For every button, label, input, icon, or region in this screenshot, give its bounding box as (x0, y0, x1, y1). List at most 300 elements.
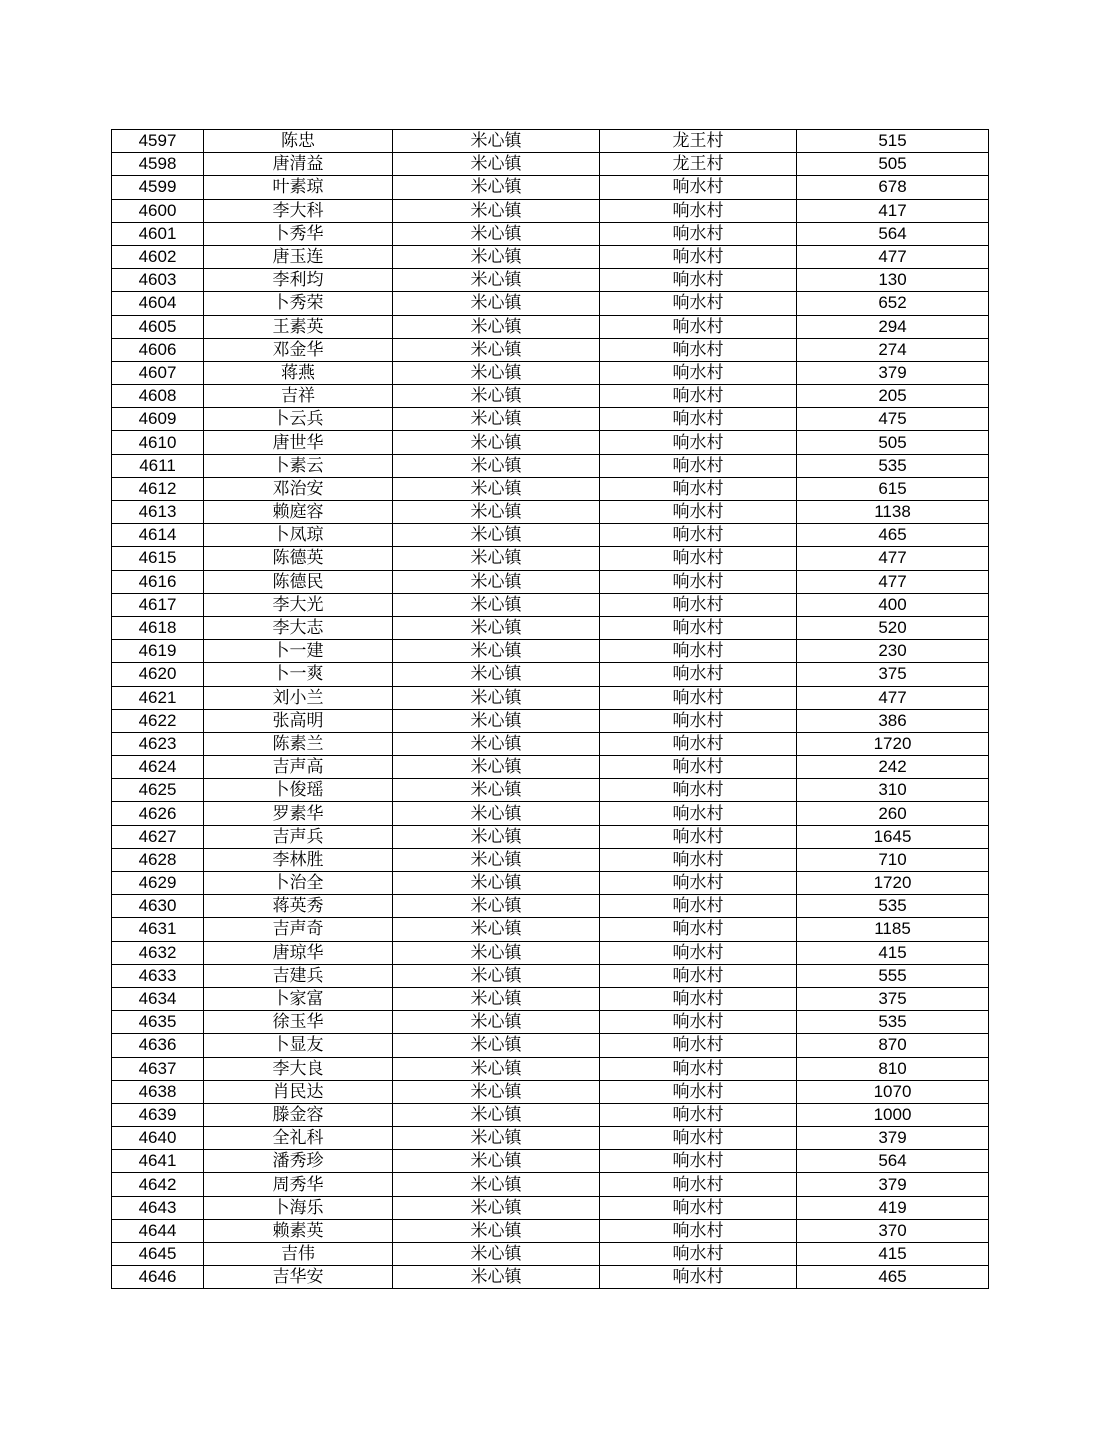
table-body (112, 130, 989, 1289)
town-cell: 米心镇 (393, 1103, 600, 1126)
person-name-cell: 吉声高 (204, 756, 393, 779)
serial-number-cell: 4611 (112, 454, 204, 477)
town-cell: 米心镇 (393, 153, 600, 176)
table-row (112, 1080, 989, 1103)
person-name-cell: 卜素云 (204, 454, 393, 477)
village-cell: 响水村 (600, 408, 797, 431)
amount-cell: 477 (797, 245, 989, 268)
village-cell: 响水村 (600, 1080, 797, 1103)
village-cell: 响水村 (600, 1034, 797, 1057)
village-cell: 响水村 (600, 338, 797, 361)
person-name-cell: 卜显友 (204, 1034, 393, 1057)
town-cell: 米心镇 (393, 686, 600, 709)
table-row (112, 779, 989, 802)
serial-number-cell: 4633 (112, 964, 204, 987)
person-name-cell: 卜俊瑶 (204, 779, 393, 802)
amount-cell: 465 (797, 1266, 989, 1289)
amount-cell: 375 (797, 663, 989, 686)
village-cell: 响水村 (600, 941, 797, 964)
serial-number-cell: 4638 (112, 1080, 204, 1103)
serial-number-cell: 4644 (112, 1219, 204, 1242)
town-cell: 米心镇 (393, 640, 600, 663)
amount-cell: 1000 (797, 1103, 989, 1126)
village-cell: 响水村 (600, 848, 797, 871)
table-row (112, 1243, 989, 1266)
table-row (112, 895, 989, 918)
person-name-cell: 卜一建 (204, 640, 393, 663)
table-row (112, 848, 989, 871)
person-name-cell: 蒋燕 (204, 361, 393, 384)
table-row (112, 431, 989, 454)
table-row (112, 941, 989, 964)
table-row (112, 1219, 989, 1242)
person-name-cell: 陈德民 (204, 570, 393, 593)
amount-cell: 1070 (797, 1080, 989, 1103)
table-row (112, 732, 989, 755)
amount-cell: 1720 (797, 872, 989, 895)
village-cell: 响水村 (600, 987, 797, 1010)
amount-cell: 870 (797, 1034, 989, 1057)
amount-cell: 535 (797, 895, 989, 918)
serial-number-cell: 4626 (112, 802, 204, 825)
amount-cell: 205 (797, 385, 989, 408)
person-name-cell: 叶素琼 (204, 176, 393, 199)
serial-number-cell: 4601 (112, 222, 204, 245)
data-table (111, 129, 989, 1289)
table-row (112, 964, 989, 987)
serial-number-cell: 4625 (112, 779, 204, 802)
person-name-cell: 刘小兰 (204, 686, 393, 709)
village-cell: 响水村 (600, 547, 797, 570)
table-row (112, 987, 989, 1010)
town-cell: 米心镇 (393, 1057, 600, 1080)
person-name-cell: 唐清益 (204, 153, 393, 176)
table-row (112, 1196, 989, 1219)
table-row (112, 130, 989, 153)
person-name-cell: 唐世华 (204, 431, 393, 454)
amount-cell: 400 (797, 593, 989, 616)
village-cell: 响水村 (600, 709, 797, 732)
village-cell: 响水村 (600, 964, 797, 987)
village-cell: 响水村 (600, 1173, 797, 1196)
person-name-cell: 邓金华 (204, 338, 393, 361)
town-cell: 米心镇 (393, 616, 600, 639)
table-row (112, 199, 989, 222)
amount-cell: 415 (797, 1243, 989, 1266)
town-cell: 米心镇 (393, 176, 600, 199)
amount-cell: 555 (797, 964, 989, 987)
table-row (112, 361, 989, 384)
village-cell: 响水村 (600, 524, 797, 547)
person-name-cell: 陈德英 (204, 547, 393, 570)
serial-number-cell: 4632 (112, 941, 204, 964)
person-name-cell: 李利均 (204, 269, 393, 292)
village-cell: 响水村 (600, 640, 797, 663)
amount-cell: 652 (797, 292, 989, 315)
person-name-cell: 赖庭容 (204, 501, 393, 524)
serial-number-cell: 4641 (112, 1150, 204, 1173)
town-cell: 米心镇 (393, 1219, 600, 1242)
town-cell: 米心镇 (393, 385, 600, 408)
amount-cell: 417 (797, 199, 989, 222)
village-cell: 响水村 (600, 1127, 797, 1150)
table-row (112, 663, 989, 686)
amount-cell: 678 (797, 176, 989, 199)
table-row (112, 872, 989, 895)
village-cell: 响水村 (600, 825, 797, 848)
amount-cell: 130 (797, 269, 989, 292)
town-cell: 米心镇 (393, 547, 600, 570)
table-row (112, 385, 989, 408)
amount-cell: 415 (797, 941, 989, 964)
person-name-cell: 潘秀珍 (204, 1150, 393, 1173)
serial-number-cell: 4620 (112, 663, 204, 686)
table-row (112, 825, 989, 848)
amount-cell: 375 (797, 987, 989, 1010)
amount-cell: 242 (797, 756, 989, 779)
town-cell: 米心镇 (393, 1150, 600, 1173)
serial-number-cell: 4629 (112, 872, 204, 895)
person-name-cell: 卜云兵 (204, 408, 393, 431)
serial-number-cell: 4598 (112, 153, 204, 176)
amount-cell: 310 (797, 779, 989, 802)
amount-cell: 465 (797, 524, 989, 547)
serial-number-cell: 4631 (112, 918, 204, 941)
person-name-cell: 卜海乐 (204, 1196, 393, 1219)
serial-number-cell: 4600 (112, 199, 204, 222)
table-row (112, 222, 989, 245)
village-cell: 响水村 (600, 570, 797, 593)
town-cell: 米心镇 (393, 315, 600, 338)
table-row (112, 709, 989, 732)
town-cell: 米心镇 (393, 732, 600, 755)
person-name-cell: 全礼科 (204, 1127, 393, 1150)
amount-cell: 230 (797, 640, 989, 663)
town-cell: 米心镇 (393, 1080, 600, 1103)
person-name-cell: 吉建兵 (204, 964, 393, 987)
person-name-cell: 卜秀荣 (204, 292, 393, 315)
village-cell: 响水村 (600, 176, 797, 199)
amount-cell: 379 (797, 1127, 989, 1150)
serial-number-cell: 4616 (112, 570, 204, 593)
amount-cell: 475 (797, 408, 989, 431)
serial-number-cell: 4623 (112, 732, 204, 755)
village-cell: 响水村 (600, 477, 797, 500)
person-name-cell: 唐玉连 (204, 245, 393, 268)
town-cell: 米心镇 (393, 222, 600, 245)
serial-number-cell: 4612 (112, 477, 204, 500)
village-cell: 响水村 (600, 199, 797, 222)
amount-cell: 1720 (797, 732, 989, 755)
village-cell: 响水村 (600, 1196, 797, 1219)
person-name-cell: 邓治安 (204, 477, 393, 500)
village-cell: 响水村 (600, 732, 797, 755)
person-name-cell: 罗素华 (204, 802, 393, 825)
village-cell: 响水村 (600, 918, 797, 941)
village-cell: 龙王村 (600, 130, 797, 153)
village-cell: 响水村 (600, 1103, 797, 1126)
amount-cell: 564 (797, 222, 989, 245)
town-cell: 米心镇 (393, 964, 600, 987)
village-cell: 响水村 (600, 1243, 797, 1266)
serial-number-cell: 4604 (112, 292, 204, 315)
town-cell: 米心镇 (393, 848, 600, 871)
person-name-cell: 吉祥 (204, 385, 393, 408)
amount-cell: 260 (797, 802, 989, 825)
serial-number-cell: 4597 (112, 130, 204, 153)
table-row (112, 153, 989, 176)
person-name-cell: 卜秀华 (204, 222, 393, 245)
village-cell: 响水村 (600, 593, 797, 616)
town-cell: 米心镇 (393, 1173, 600, 1196)
town-cell: 米心镇 (393, 199, 600, 222)
town-cell: 米心镇 (393, 1034, 600, 1057)
amount-cell: 710 (797, 848, 989, 871)
person-name-cell: 张高明 (204, 709, 393, 732)
person-name-cell: 徐玉华 (204, 1011, 393, 1034)
town-cell: 米心镇 (393, 1243, 600, 1266)
serial-number-cell: 4602 (112, 245, 204, 268)
table-row (112, 292, 989, 315)
village-cell: 响水村 (600, 872, 797, 895)
person-name-cell: 李大良 (204, 1057, 393, 1080)
village-cell: 响水村 (600, 779, 797, 802)
town-cell: 米心镇 (393, 987, 600, 1010)
person-name-cell: 李大科 (204, 199, 393, 222)
serial-number-cell: 4603 (112, 269, 204, 292)
amount-cell: 477 (797, 686, 989, 709)
serial-number-cell: 4619 (112, 640, 204, 663)
town-cell: 米心镇 (393, 570, 600, 593)
person-name-cell: 李林胜 (204, 848, 393, 871)
village-cell: 响水村 (600, 431, 797, 454)
amount-cell: 505 (797, 431, 989, 454)
amount-cell: 274 (797, 338, 989, 361)
village-cell: 响水村 (600, 269, 797, 292)
table-row (112, 1127, 989, 1150)
town-cell: 米心镇 (393, 292, 600, 315)
serial-number-cell: 4643 (112, 1196, 204, 1219)
serial-number-cell: 4634 (112, 987, 204, 1010)
amount-cell: 520 (797, 616, 989, 639)
serial-number-cell: 4609 (112, 408, 204, 431)
serial-number-cell: 4635 (112, 1011, 204, 1034)
village-cell: 响水村 (600, 663, 797, 686)
serial-number-cell: 4606 (112, 338, 204, 361)
town-cell: 米心镇 (393, 454, 600, 477)
town-cell: 米心镇 (393, 361, 600, 384)
person-name-cell: 卜治全 (204, 872, 393, 895)
table-row (112, 454, 989, 477)
person-name-cell: 卜家富 (204, 987, 393, 1010)
serial-number-cell: 4610 (112, 431, 204, 454)
person-name-cell: 滕金容 (204, 1103, 393, 1126)
village-cell: 响水村 (600, 222, 797, 245)
serial-number-cell: 4646 (112, 1266, 204, 1289)
table-row (112, 1150, 989, 1173)
person-name-cell: 吉声奇 (204, 918, 393, 941)
amount-cell: 535 (797, 454, 989, 477)
town-cell: 米心镇 (393, 779, 600, 802)
person-name-cell: 陈忠 (204, 130, 393, 153)
village-cell: 响水村 (600, 361, 797, 384)
serial-number-cell: 4636 (112, 1034, 204, 1057)
serial-number-cell: 4605 (112, 315, 204, 338)
serial-number-cell: 4608 (112, 385, 204, 408)
amount-cell: 477 (797, 547, 989, 570)
town-cell: 米心镇 (393, 1266, 600, 1289)
town-cell: 米心镇 (393, 477, 600, 500)
person-name-cell: 陈素兰 (204, 732, 393, 755)
serial-number-cell: 4642 (112, 1173, 204, 1196)
amount-cell: 477 (797, 570, 989, 593)
serial-number-cell: 4615 (112, 547, 204, 570)
town-cell: 米心镇 (393, 130, 600, 153)
town-cell: 米心镇 (393, 1011, 600, 1034)
village-cell: 龙王村 (600, 153, 797, 176)
person-name-cell: 周秀华 (204, 1173, 393, 1196)
table-row (112, 338, 989, 361)
person-name-cell: 李大志 (204, 616, 393, 639)
serial-number-cell: 4637 (112, 1057, 204, 1080)
town-cell: 米心镇 (393, 245, 600, 268)
serial-number-cell: 4622 (112, 709, 204, 732)
town-cell: 米心镇 (393, 872, 600, 895)
amount-cell: 615 (797, 477, 989, 500)
table-row (112, 802, 989, 825)
serial-number-cell: 4627 (112, 825, 204, 848)
person-name-cell: 吉伟 (204, 1243, 393, 1266)
village-cell: 响水村 (600, 1266, 797, 1289)
village-cell: 响水村 (600, 686, 797, 709)
table-row (112, 501, 989, 524)
table-row (112, 1266, 989, 1289)
table-row (112, 269, 989, 292)
town-cell: 米心镇 (393, 1127, 600, 1150)
village-cell: 响水村 (600, 245, 797, 268)
table-row (112, 245, 989, 268)
table-row (112, 616, 989, 639)
table-row (112, 686, 989, 709)
person-name-cell: 李大光 (204, 593, 393, 616)
table-row (112, 756, 989, 779)
amount-cell: 379 (797, 1173, 989, 1196)
table-row (112, 524, 989, 547)
table-row (112, 315, 989, 338)
village-cell: 响水村 (600, 1219, 797, 1242)
town-cell: 米心镇 (393, 802, 600, 825)
amount-cell: 370 (797, 1219, 989, 1242)
town-cell: 米心镇 (393, 408, 600, 431)
serial-number-cell: 4630 (112, 895, 204, 918)
serial-number-cell: 4617 (112, 593, 204, 616)
person-name-cell: 王素英 (204, 315, 393, 338)
village-cell: 响水村 (600, 454, 797, 477)
table-row (112, 640, 989, 663)
person-name-cell: 卜一爽 (204, 663, 393, 686)
serial-number-cell: 4613 (112, 501, 204, 524)
amount-cell: 810 (797, 1057, 989, 1080)
amount-cell: 535 (797, 1011, 989, 1034)
village-cell: 响水村 (600, 895, 797, 918)
table-row (112, 1103, 989, 1126)
town-cell: 米心镇 (393, 431, 600, 454)
serial-number-cell: 4614 (112, 524, 204, 547)
village-cell: 响水村 (600, 756, 797, 779)
amount-cell: 1185 (797, 918, 989, 941)
amount-cell: 1645 (797, 825, 989, 848)
table-row (112, 1057, 989, 1080)
serial-number-cell: 4599 (112, 176, 204, 199)
amount-cell: 419 (797, 1196, 989, 1219)
town-cell: 米心镇 (393, 709, 600, 732)
amount-cell: 505 (797, 153, 989, 176)
town-cell: 米心镇 (393, 338, 600, 361)
table-row (112, 1173, 989, 1196)
village-cell: 响水村 (600, 616, 797, 639)
town-cell: 米心镇 (393, 663, 600, 686)
serial-number-cell: 4621 (112, 686, 204, 709)
amount-cell: 564 (797, 1150, 989, 1173)
person-name-cell: 赖素英 (204, 1219, 393, 1242)
person-name-cell: 肖民达 (204, 1080, 393, 1103)
amount-cell: 294 (797, 315, 989, 338)
village-cell: 响水村 (600, 1011, 797, 1034)
village-cell: 响水村 (600, 315, 797, 338)
village-cell: 响水村 (600, 292, 797, 315)
village-cell: 响水村 (600, 1057, 797, 1080)
serial-number-cell: 4618 (112, 616, 204, 639)
town-cell: 米心镇 (393, 895, 600, 918)
serial-number-cell: 4607 (112, 361, 204, 384)
serial-number-cell: 4645 (112, 1243, 204, 1266)
village-cell: 响水村 (600, 501, 797, 524)
table-row (112, 918, 989, 941)
table-row (112, 176, 989, 199)
town-cell: 米心镇 (393, 269, 600, 292)
table-row (112, 547, 989, 570)
village-cell: 响水村 (600, 802, 797, 825)
village-cell: 响水村 (600, 1150, 797, 1173)
person-name-cell: 吉华安 (204, 1266, 393, 1289)
table-row (112, 570, 989, 593)
amount-cell: 515 (797, 130, 989, 153)
town-cell: 米心镇 (393, 941, 600, 964)
town-cell: 米心镇 (393, 918, 600, 941)
serial-number-cell: 4640 (112, 1127, 204, 1150)
town-cell: 米心镇 (393, 501, 600, 524)
person-name-cell: 卜凤琼 (204, 524, 393, 547)
person-name-cell: 唐琼华 (204, 941, 393, 964)
table-row (112, 593, 989, 616)
village-cell: 响水村 (600, 385, 797, 408)
serial-number-cell: 4639 (112, 1103, 204, 1126)
person-name-cell: 吉声兵 (204, 825, 393, 848)
amount-cell: 386 (797, 709, 989, 732)
serial-number-cell: 4624 (112, 756, 204, 779)
town-cell: 米心镇 (393, 825, 600, 848)
table-row (112, 408, 989, 431)
table-row (112, 1011, 989, 1034)
amount-cell: 1138 (797, 501, 989, 524)
town-cell: 米心镇 (393, 524, 600, 547)
town-cell: 米心镇 (393, 756, 600, 779)
person-name-cell: 蒋英秀 (204, 895, 393, 918)
amount-cell: 379 (797, 361, 989, 384)
table-row (112, 1034, 989, 1057)
serial-number-cell: 4628 (112, 848, 204, 871)
town-cell: 米心镇 (393, 593, 600, 616)
